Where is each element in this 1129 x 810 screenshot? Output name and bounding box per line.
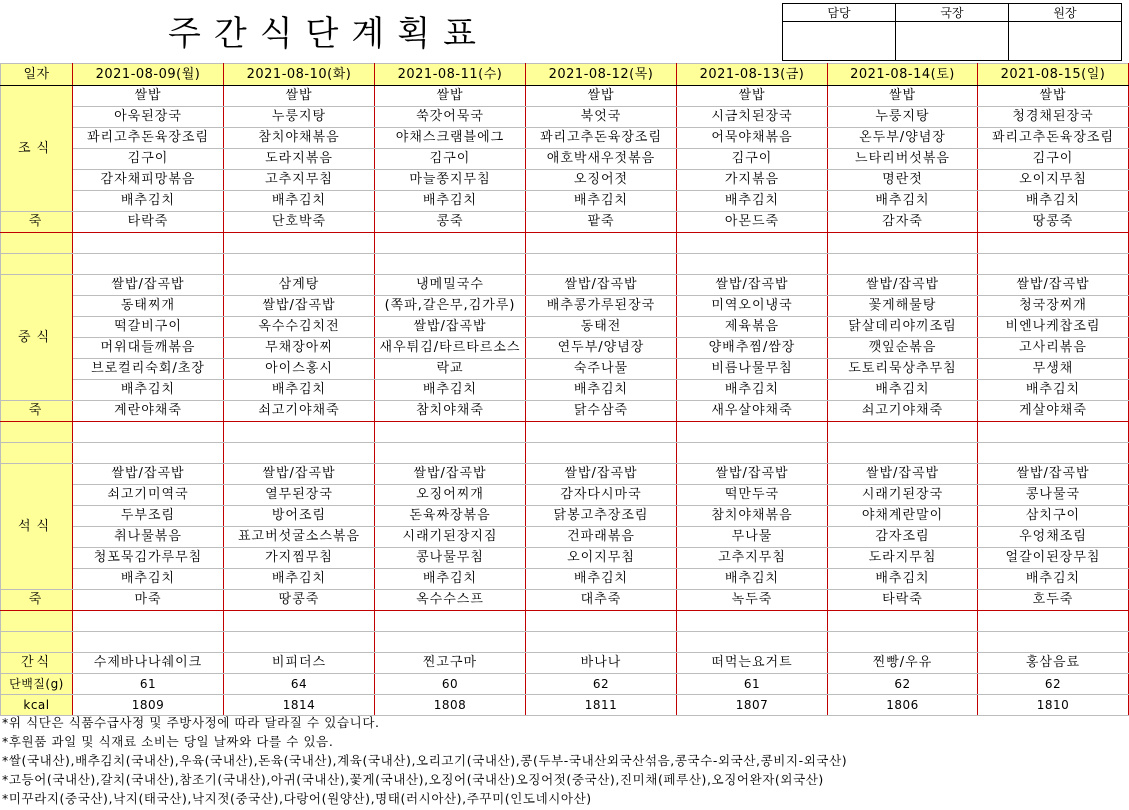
menu-item[interactable]: 참치야채볶음 (224, 128, 375, 149)
kcal-value: 1807 (677, 695, 828, 716)
menu-item[interactable]: 시래기된장국 (828, 485, 978, 506)
blank-cell[interactable] (526, 611, 677, 632)
table-row (1, 128, 1129, 149)
porridge-item[interactable]: 쇠고기야채죽 (224, 401, 375, 422)
blank-cell[interactable] (828, 632, 978, 653)
menu-item[interactable]: 아이스홍시 (224, 359, 375, 380)
blank-cell[interactable] (978, 443, 1129, 464)
menu-item[interactable]: 열무된장국 (224, 485, 375, 506)
menu-item[interactable]: 배추김치 (526, 191, 677, 212)
table-row (1, 275, 1129, 296)
menu-item[interactable]: 청경채된장국 (978, 107, 1129, 128)
blank-label-cell (1, 611, 73, 632)
menu-item[interactable]: 명란젓 (828, 170, 978, 191)
menu-item[interactable]: 미역오이냉국 (677, 296, 828, 317)
menu-item[interactable]: 오이지무침 (978, 170, 1129, 191)
menu-item[interactable]: 고사리볶음 (978, 338, 1129, 359)
menu-item[interactable]: 쌀밥/잡곡밥 (224, 296, 375, 317)
menu-item[interactable]: 닭살데리야끼조림 (828, 317, 978, 338)
menu-item[interactable]: 도토리묵상추무침 (828, 359, 978, 380)
menu-item[interactable]: 꽃게해물탕 (828, 296, 978, 317)
menu-item[interactable]: 쌀밥/잡곡밥 (73, 275, 224, 296)
menu-item[interactable]: 온두부/양념장 (828, 128, 978, 149)
approval-label: 국장 (896, 4, 1009, 22)
protein-label: 단백질(g) (1, 674, 73, 695)
menu-item[interactable]: 배추김치 (978, 569, 1129, 590)
menu-item[interactable]: 양배추찜/쌈장 (677, 338, 828, 359)
blank-cell[interactable] (677, 632, 828, 653)
porridge-item[interactable]: 마죽 (73, 590, 224, 611)
table-row (1, 191, 1129, 212)
date-header: 2021-08-09(월) (73, 64, 224, 86)
porridge-item[interactable]: 녹두죽 (677, 590, 828, 611)
menu-item[interactable]: 참치야채볶음 (677, 506, 828, 527)
menu-item[interactable]: 제육볶음 (677, 317, 828, 338)
menu-item[interactable]: 깻잎순볶음 (828, 338, 978, 359)
snack-item[interactable]: 수제바나나쉐이크 (73, 653, 224, 674)
blank-cell[interactable] (526, 233, 677, 254)
blank-cell[interactable] (224, 443, 375, 464)
blank-label-cell (1, 443, 73, 464)
menu-item[interactable]: 옥수수김치전 (224, 317, 375, 338)
menu-item[interactable]: 닭봉고추장조림 (526, 506, 677, 527)
table-row (1, 464, 1129, 485)
blank-cell[interactable] (375, 233, 526, 254)
menu-item[interactable]: 배추김치 (375, 191, 526, 212)
menu-item[interactable]: 쌀밥 (978, 86, 1129, 107)
blank-cell[interactable] (224, 233, 375, 254)
blank-label-cell (1, 254, 73, 275)
kcal-value: 1811 (526, 695, 677, 716)
menu-item[interactable]: 배추김치 (526, 380, 677, 401)
menu-item[interactable]: 취나물볶음 (73, 527, 224, 548)
menu-item[interactable]: 두부조림 (73, 506, 224, 527)
menu-item[interactable]: 마늘쫑지무침 (375, 170, 526, 191)
table-row (1, 233, 1129, 254)
porridge-item[interactable]: 팥죽 (526, 212, 677, 233)
menu-item[interactable]: 북엇국 (526, 107, 677, 128)
note-line: *미꾸라지(중국산),낙지(태국산),낙지젓(중국산),다랑어(원양산),명태(러시아산),주꾸미(인도네시아산) (2, 791, 592, 806)
menu-item[interactable]: 떡만두국 (677, 485, 828, 506)
note-line: *고등어(국내산),갈치(국내산),참조기(국내산),아귀(국내산),꽃게(국내산),오징어(국내산)오징어젓(중국산),진미채(페루산),오징어완자(외국산) (2, 772, 824, 787)
meal-label: 중식 (1, 275, 73, 401)
menu-item[interactable]: 얼갈이된장무침 (978, 548, 1129, 569)
menu-item[interactable]: 동태전 (526, 317, 677, 338)
kcal-label: kcal (1, 695, 73, 716)
menu-item[interactable]: 배추김치 (828, 191, 978, 212)
menu-item[interactable]: 삼계탕 (224, 275, 375, 296)
menu-item[interactable]: 쌀밥 (224, 86, 375, 107)
menu-item[interactable]: 도라지무침 (828, 548, 978, 569)
menu-item[interactable]: 쌀밥 (526, 86, 677, 107)
porridge-item[interactable]: 참치야채죽 (375, 401, 526, 422)
blank-cell[interactable] (677, 611, 828, 632)
blank-cell[interactable] (73, 632, 224, 653)
table-row (1, 401, 1129, 422)
menu-item[interactable]: 쌀밥 (375, 86, 526, 107)
porridge-item[interactable]: 호두죽 (978, 590, 1129, 611)
blank-cell[interactable] (978, 233, 1129, 254)
table-row (1, 632, 1129, 653)
porridge-item[interactable]: 대추죽 (526, 590, 677, 611)
menu-item[interactable]: 떡갈비구이 (73, 317, 224, 338)
porridge-item[interactable]: 계란야채죽 (73, 401, 224, 422)
snack-item[interactable]: 찐고구마 (375, 653, 526, 674)
table-row (1, 338, 1129, 359)
protein-value: 60 (375, 674, 526, 695)
menu-item[interactable]: 쌀밥/잡곡밥 (978, 275, 1129, 296)
menu-item[interactable]: 우엉채조림 (978, 527, 1129, 548)
menu-item[interactable]: 누룽지탕 (828, 107, 978, 128)
menu-item[interactable]: 시래기된장지짐 (375, 527, 526, 548)
menu-item[interactable]: 무생채 (978, 359, 1129, 380)
table-row (1, 254, 1129, 275)
menu-item[interactable]: 배추김치 (978, 380, 1129, 401)
page-title: 주간식단계획표 (168, 14, 489, 54)
blank-cell[interactable] (73, 254, 224, 275)
table-row (1, 296, 1129, 317)
blank-cell[interactable] (978, 632, 1129, 653)
porridge-label: 죽 (1, 401, 73, 422)
menu-item[interactable]: 쇠고기미역국 (73, 485, 224, 506)
menu-item[interactable]: 고추지무침 (224, 170, 375, 191)
menu-item[interactable]: 냉메밀국수 (375, 275, 526, 296)
menu-item[interactable]: 고추지무침 (677, 548, 828, 569)
menu-item[interactable]: 배추김치 (677, 569, 828, 590)
blank-cell[interactable] (375, 422, 526, 443)
menu-item[interactable]: 가지찜무침 (224, 548, 375, 569)
menu-item[interactable]: 배추김치 (73, 380, 224, 401)
table-row (1, 359, 1129, 380)
porridge-item[interactable]: 아몬드죽 (677, 212, 828, 233)
menu-item[interactable]: 배추김치 (224, 569, 375, 590)
menu-item[interactable]: 배추김치 (375, 380, 526, 401)
menu-item[interactable]: 무나물 (677, 527, 828, 548)
blank-cell[interactable] (526, 254, 677, 275)
menu-item[interactable]: 누룽지탕 (224, 107, 375, 128)
blank-label-cell (1, 632, 73, 653)
menu-item[interactable]: 꽈리고추돈육장조림 (73, 128, 224, 149)
date-header: 2021-08-12(목) (526, 64, 677, 86)
menu-item[interactable]: 머위대들깨볶음 (73, 338, 224, 359)
note-line: *후원품 과일 및 식재료 소비는 당일 날짜와 다를 수 있음. (2, 734, 334, 749)
kcal-value: 1806 (828, 695, 978, 716)
blank-cell[interactable] (375, 443, 526, 464)
note-line: *쌀(국내산),배추김치(국내산),우육(국내산),돈육(국내산),계육(국내산),오리고기(국내산),콩(두부-국내산외국산섞음,콩국수-외국산,콩비지-외국산) (2, 753, 848, 768)
menu-item[interactable]: 가지볶음 (677, 170, 828, 191)
menu-item[interactable]: 야채계란말이 (828, 506, 978, 527)
menu-item[interactable]: 쌀밥/잡곡밥 (677, 464, 828, 485)
table-row (1, 317, 1129, 338)
table-row (1, 590, 1129, 611)
porridge-label: 죽 (1, 590, 73, 611)
protein-value: 62 (526, 674, 677, 695)
snack-item[interactable]: 홍삼음료 (978, 653, 1129, 674)
blank-cell[interactable] (828, 611, 978, 632)
porridge-item[interactable]: 콩죽 (375, 212, 526, 233)
table-row (1, 674, 1129, 695)
menu-item[interactable]: 감자채피망볶음 (73, 170, 224, 191)
protein-value: 61 (677, 674, 828, 695)
menu-item[interactable]: 표고버섯굴소스볶음 (224, 527, 375, 548)
blank-cell[interactable] (73, 611, 224, 632)
menu-item[interactable]: 오이지무침 (526, 548, 677, 569)
approval-sign-cell[interactable] (896, 22, 1009, 61)
blank-cell[interactable] (677, 254, 828, 275)
blank-cell[interactable] (828, 254, 978, 275)
note-line: *위 식단은 식품수급사정 및 주방사정에 따라 달라질 수 있습니다. (2, 715, 380, 730)
blank-cell[interactable] (978, 422, 1129, 443)
blank-cell[interactable] (677, 443, 828, 464)
weekly-menu-table (0, 63, 1129, 716)
table-row (1, 506, 1129, 527)
blank-cell[interactable] (73, 233, 224, 254)
menu-item[interactable]: 배추김치 (526, 569, 677, 590)
porridge-item[interactable]: 단호박죽 (224, 212, 375, 233)
menu-item[interactable]: 새우튀김/타르타르소스 (375, 338, 526, 359)
blank-cell[interactable] (224, 422, 375, 443)
porridge-item[interactable]: 땅콩죽 (978, 212, 1129, 233)
snack-item[interactable]: 비피더스 (224, 653, 375, 674)
blank-cell[interactable] (73, 443, 224, 464)
menu-item[interactable]: 쌀밥/잡곡밥 (375, 464, 526, 485)
date-header: 2021-08-13(금) (677, 64, 828, 86)
menu-item[interactable]: 배추김치 (224, 380, 375, 401)
menu-item[interactable]: 쌀밥/잡곡밥 (526, 464, 677, 485)
menu-item[interactable]: 비름나물무침 (677, 359, 828, 380)
menu-item[interactable]: 배추김치 (224, 191, 375, 212)
snack-label: 간식 (1, 653, 73, 674)
approval-label: 원장 (1009, 4, 1122, 22)
menu-item[interactable]: 쌀밥/잡곡밥 (828, 464, 978, 485)
menu-item[interactable]: 비엔나케찹조림 (978, 317, 1129, 338)
blank-cell[interactable] (828, 233, 978, 254)
menu-item[interactable]: 쌀밥 (73, 86, 224, 107)
menu-item[interactable]: 락교 (375, 359, 526, 380)
porridge-item[interactable]: 땅콩죽 (224, 590, 375, 611)
menu-item[interactable]: 꽈리고추돈육장조림 (978, 128, 1129, 149)
date-header-label: 일자 (1, 64, 73, 86)
menu-item[interactable]: 쌀밥/잡곡밥 (73, 464, 224, 485)
table-row (1, 86, 1129, 107)
menu-item[interactable]: 배추김치 (677, 191, 828, 212)
protein-value: 61 (73, 674, 224, 695)
approval-label: 담당 (783, 4, 896, 22)
menu-item[interactable]: 오징어젓 (526, 170, 677, 191)
menu-item[interactable]: 느타리버섯볶음 (828, 149, 978, 170)
table-row (1, 64, 1129, 86)
blank-cell[interactable] (526, 632, 677, 653)
approval-box (782, 3, 1122, 61)
blank-cell[interactable] (526, 443, 677, 464)
menu-item[interactable]: 감자조림 (828, 527, 978, 548)
kcal-value: 1809 (73, 695, 224, 716)
blank-label-cell (1, 233, 73, 254)
meal-label: 석식 (1, 464, 73, 590)
menu-item[interactable]: 쌀밥/잡곡밥 (828, 275, 978, 296)
blank-cell[interactable] (375, 632, 526, 653)
protein-value: 62 (828, 674, 978, 695)
blank-cell[interactable] (828, 422, 978, 443)
table-row (1, 107, 1129, 128)
menu-item[interactable]: 콩나물국 (978, 485, 1129, 506)
porridge-item[interactable]: 닭수삼죽 (526, 401, 677, 422)
menu-item[interactable]: 쌀밥 (828, 86, 978, 107)
menu-item[interactable]: 쌀밥/잡곡밥 (526, 275, 677, 296)
table-row (1, 149, 1129, 170)
menu-item[interactable]: 콩나물무침 (375, 548, 526, 569)
kcal-value: 1814 (224, 695, 375, 716)
menu-item[interactable]: 숙주나물 (526, 359, 677, 380)
date-header: 2021-08-15(일) (978, 64, 1129, 86)
menu-item[interactable]: 감자다시마국 (526, 485, 677, 506)
menu-item[interactable]: 배추김치 (73, 191, 224, 212)
menu-item[interactable]: 배추김치 (375, 569, 526, 590)
date-header: 2021-08-14(토) (828, 64, 978, 86)
meal-label: 조식 (1, 86, 73, 212)
menu-item[interactable]: 쑥갓어묵국 (375, 107, 526, 128)
menu-item[interactable]: 배추콩가루된장국 (526, 296, 677, 317)
blank-cell[interactable] (978, 611, 1129, 632)
menu-item[interactable]: 쌀밥/잡곡밥 (677, 275, 828, 296)
date-header: 2021-08-10(화) (224, 64, 375, 86)
blank-label-cell (1, 422, 73, 443)
menu-item[interactable]: 아욱된장국 (73, 107, 224, 128)
menu-item[interactable]: 돈육짜장볶음 (375, 506, 526, 527)
table-row (1, 653, 1129, 674)
porridge-item[interactable]: 새우살야채죽 (677, 401, 828, 422)
menu-item[interactable]: 건파래볶음 (526, 527, 677, 548)
snack-item[interactable]: 찐빵/우유 (828, 653, 978, 674)
approval-sign-cell[interactable] (1009, 22, 1122, 61)
table-row (1, 485, 1129, 506)
kcal-value: 1810 (978, 695, 1129, 716)
menu-item[interactable]: 방어조림 (224, 506, 375, 527)
snack-item[interactable]: 떠먹는요거트 (677, 653, 828, 674)
porridge-label: 죽 (1, 212, 73, 233)
menu-item[interactable]: 연두부/양념장 (526, 338, 677, 359)
blank-cell[interactable] (978, 254, 1129, 275)
porridge-item[interactable]: 게살야채죽 (978, 401, 1129, 422)
protein-value: 62 (978, 674, 1129, 695)
menu-item[interactable]: 어묵야채볶음 (677, 128, 828, 149)
notes (2, 713, 1126, 808)
menu-item[interactable]: 쌀밥/잡곡밥 (224, 464, 375, 485)
menu-item[interactable]: 시금치된장국 (677, 107, 828, 128)
menu-item[interactable]: 쌀밥 (677, 86, 828, 107)
menu-item[interactable]: 무채장아찌 (224, 338, 375, 359)
menu-item[interactable]: (쪽파,갈은무,김가루) (375, 296, 526, 317)
menu-item[interactable]: 오징어찌개 (375, 485, 526, 506)
snack-item[interactable]: 바나나 (526, 653, 677, 674)
table-row (1, 422, 1129, 443)
protein-value: 64 (224, 674, 375, 695)
menu-item[interactable]: 청국장찌개 (978, 296, 1129, 317)
blank-cell[interactable] (677, 233, 828, 254)
menu-item[interactable]: 배추김치 (978, 191, 1129, 212)
menu-item[interactable]: 쌀밥/잡곡밥 (978, 464, 1129, 485)
menu-item[interactable]: 배추김치 (828, 380, 978, 401)
table-row (1, 380, 1129, 401)
porridge-item[interactable]: 타락죽 (73, 212, 224, 233)
blank-cell[interactable] (224, 611, 375, 632)
menu-item[interactable]: 김구이 (73, 149, 224, 170)
blank-cell[interactable] (828, 443, 978, 464)
menu-item[interactable]: 김구이 (677, 149, 828, 170)
date-header: 2021-08-11(수) (375, 64, 526, 86)
blank-cell[interactable] (224, 254, 375, 275)
menu-item[interactable]: 배추김치 (828, 569, 978, 590)
porridge-item[interactable]: 감자죽 (828, 212, 978, 233)
porridge-item[interactable]: 타락죽 (828, 590, 978, 611)
blank-cell[interactable] (526, 422, 677, 443)
menu-item[interactable]: 야채스크램블에그 (375, 128, 526, 149)
menu-item[interactable]: 브로컬리숙회/초장 (73, 359, 224, 380)
table-row (1, 569, 1129, 590)
menu-item[interactable]: 애호박새우젓볶음 (526, 149, 677, 170)
menu-item[interactable]: 동태찌개 (73, 296, 224, 317)
menu-item[interactable]: 김구이 (978, 149, 1129, 170)
table-row (1, 611, 1129, 632)
table-row (1, 212, 1129, 233)
menu-item[interactable]: 도라지볶음 (224, 149, 375, 170)
blank-cell[interactable] (677, 422, 828, 443)
menu-item[interactable]: 배추김치 (73, 569, 224, 590)
menu-item[interactable]: 배추김치 (677, 380, 828, 401)
approval-sign-cell[interactable] (783, 22, 896, 61)
porridge-item[interactable]: 옥수수스프 (375, 590, 526, 611)
blank-cell[interactable] (375, 611, 526, 632)
blank-cell[interactable] (73, 422, 224, 443)
blank-cell[interactable] (224, 632, 375, 653)
table-row (1, 548, 1129, 569)
kcal-value: 1808 (375, 695, 526, 716)
menu-item[interactable]: 청포묵김가루무침 (73, 548, 224, 569)
menu-item[interactable]: 김구이 (375, 149, 526, 170)
table-row (1, 443, 1129, 464)
menu-item[interactable]: 삼치구이 (978, 506, 1129, 527)
menu-item[interactable]: 꽈리고추돈육장조림 (526, 128, 677, 149)
table-row (1, 170, 1129, 191)
porridge-item[interactable]: 쇠고기야채죽 (828, 401, 978, 422)
menu-item[interactable]: 쌀밥/잡곡밥 (375, 317, 526, 338)
blank-cell[interactable] (375, 254, 526, 275)
table-row (1, 527, 1129, 548)
